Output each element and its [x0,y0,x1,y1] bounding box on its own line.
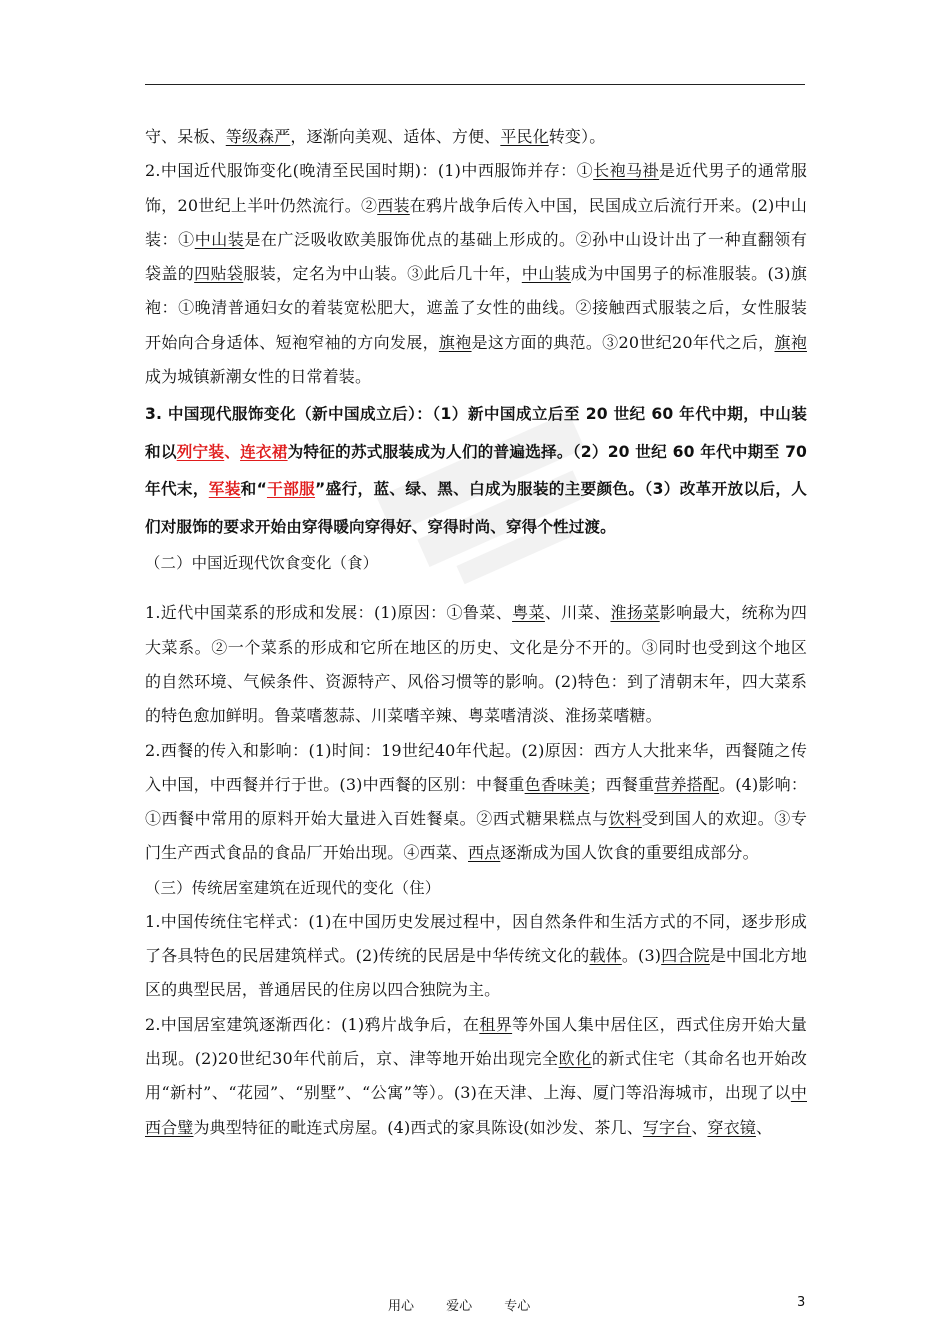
underlined-term: 平民化 [500,127,549,146]
highlighted-term: 干部服 [266,480,316,499]
text-run: 2.中国居室建筑逐渐西化：(1)鸦片战争后，在 [145,1014,480,1034]
footer-slogan: 用心 爱心 专心 [388,1299,531,1314]
underlined-term: 色香味美 [524,774,590,794]
underlined-term: 四贴袋 [194,264,244,284]
text-run: 的新式住宅（其命名也开始改用“新村”、“花园”、“别墅”、“公寓”等）。(3)在天津、上海、厦门等沿海城市，出现了以 [145,1048,807,1103]
page-number: 3 [797,1295,806,1310]
text-run: 3. 中国现代服饰变化（新中国成立后）：（1）新中国成立后至 20 世纪 60 年代中期，中山装和以 [145,405,807,461]
highlighted-term: 列宁装 [176,442,225,461]
text-run: 为典型特征的毗连式房屋。(4)西式的家具陈设(如沙发、茶几、 [193,1117,643,1137]
text-run: 是在广泛吸收欧美服饰优点的基础上形成的。②孙中山设计出了一种直翻领有袋盖的 [145,229,808,284]
paragraph-westernized-housing [145,1008,807,1145]
underlined-term: 中山装 [194,229,245,249]
text-run: ，逐渐向美观、适体、方便、 [290,127,501,146]
text-run: 是近代男子的通常服饰，20世纪上半叶仍然流行。② [145,161,807,215]
underlined-term: 旗袍 [438,332,472,352]
text-run: 等外国人集中居住区，西式住房开始大量出现。(2)20世纪30年代前后，京、津等地开始出现完全 [145,1014,807,1068]
underlined-term: 营养搭配 [654,774,720,794]
text-run: 、 [755,1117,773,1137]
text-run: 2.中国近代服饰变化(晚清至民国时期)：(1)中西服饰并存：① [145,161,594,181]
paragraph-traditional-housing [145,905,807,1008]
paragraph-contemporary-clothing [145,396,807,546]
underlined-term: 欧化 [558,1048,592,1068]
underlined-term: 长袍马褂 [593,161,660,181]
paragraph-cuisines [145,596,807,733]
text-run: 成为中国男子的标准服装。(3)旗袍：①晚清普通妇女的着装宽松肥大，遮盖了女性的曲线。②接触西式服装之后，女性服装开始向合身适体、短袍窄袖的方向发展， [145,264,808,352]
header-rule [145,84,805,85]
underlined-term: 粤菜 [512,603,545,623]
underlined-term: 中西合璧 [145,1083,807,1137]
underlined-term: 西装 [377,195,410,215]
section-heading-housing: （三）传统居室建筑在近现代的变化（住） [145,878,441,897]
text-run: 受到国人的欢迎。③专门生产西式食品的食品厂开始出现。④西菜、 [145,809,807,863]
underlined-term: 四合院 [661,946,710,966]
text-run: 、川菜、 [544,603,611,623]
text-run: ”盛行，蓝、绿、黑、白成为服装的主要颜色。（3）改革开放以后，人们对服饰的要求开始由穿得暖向穿得好、穿得时尚、穿得个性过渡。 [145,480,808,536]
text-run: 为特征的苏式服装成为人们的普遍选择。（2）20 世纪 60 年代中期至 70 年代末， [145,442,807,499]
text-run: 逐渐成为国人饮食的重要组成部分。 [500,843,759,863]
text-run: 。(4)影响：①西餐中常用的原料开始大量进入百姓餐桌。②西式糖果糕点与 [145,774,807,829]
paragraph-clothing-end [145,120,807,154]
text-run: 和“ [240,480,267,499]
underlined-term: 写字台 [642,1117,692,1137]
highlighted-term: 连衣裙 [240,442,288,461]
underlined-term: 旗袍 [774,332,807,352]
text-run: 2.西餐的传入和影响：(1)时间：19世纪40年代起。(2)原因：西方人大批来华，西餐随之传入中国，中西餐并行于世。(3)中西餐的区别：中餐重 [145,740,807,794]
text-run: ；西餐重 [589,774,655,794]
text-run: 守、呆板、 [145,127,226,146]
underlined-term: 中山装 [521,264,571,284]
text-run: 1.中国传统住宅样式：(1)在中国历史发展过程中，因自然条件和生活方式的不同，逐步形成了各具特色的民居建筑样式。(2)传统的民居是中华传统文化的 [145,911,807,966]
text-run: 。(3) [621,946,662,966]
section-heading-food: （二）中国近现代饮食变化（食） [145,554,379,573]
underlined-term: 饮料 [608,809,642,829]
text-run: 是这方面的典范。③20世纪20年代之后， [471,332,775,352]
paragraph-modern-clothing [145,154,807,394]
underlined-term: 西点 [468,843,501,863]
text-run: 、 [691,1117,708,1137]
underlined-term: 穿衣镜 [707,1117,756,1137]
text-run: 转变）。 [548,127,606,146]
text-run: 是中国北方地区的典型民居，普通居民的住房以四合独院为主。 [145,946,808,1000]
text-run: 影响最大，统称为四大菜系。②一个菜系的形成和它所在地区的历史、文化是分不开的。③同时也受到这个地区的自然环境、气候条件、资源特产、风俗习惯等的影响。(2)特色：到了清朝末年，四大菜系的特色愈加鲜明。鲁菜嗜葱蒜、川菜嗜辛辣、粤菜嗜清淡、淮扬菜嗜糖。 [145,603,807,726]
paragraph-western-food [145,734,807,871]
text-run: 、 [224,442,241,461]
text-run: 1.近代中国菜系的形成和发展：(1)原因：①鲁菜、 [145,603,513,623]
underlined-term: 淮扬菜 [610,603,660,623]
highlighted-term: 军装 [208,480,241,499]
document-body [145,120,807,1145]
text-run: 服装，定名为中山装。③此后几十年， [243,264,522,284]
underlined-term: 租界 [479,1014,513,1034]
text-run: 成为城镇新潮女性的日常着装。 [145,367,372,387]
underlined-term: 载体 [589,946,622,966]
page-footer [0,1295,950,1315]
underlined-term: 等级森严 [225,127,291,146]
text-run: 在鸦片战争后传入中国，民国成立后流行开来。(2)中山装：① [145,195,807,249]
